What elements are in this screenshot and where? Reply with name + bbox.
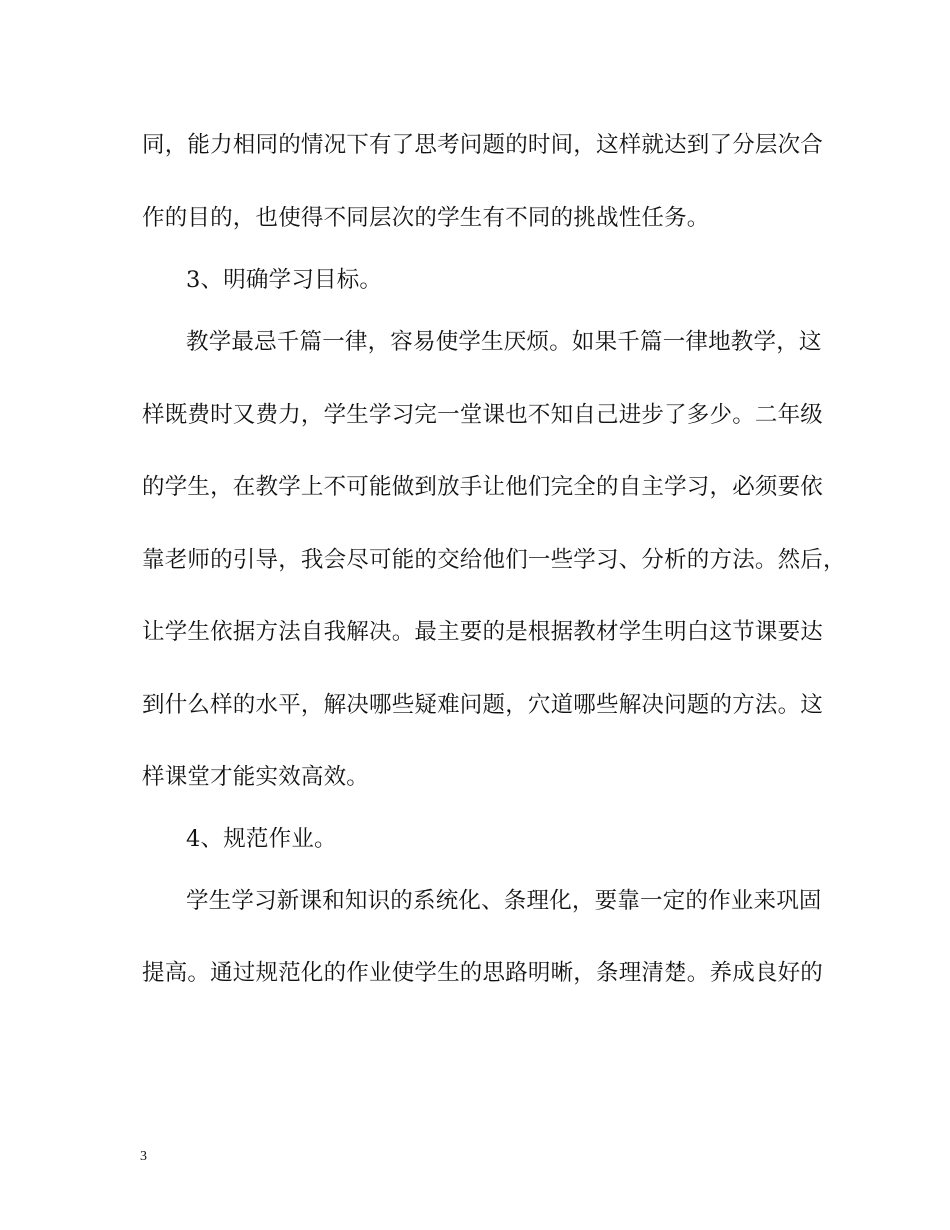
page-number: 3 — [140, 1149, 147, 1164]
body-text-line: 样既费时又费力，学生学习完一堂课也不知自己进步了多少。二年级 — [142, 402, 824, 428]
body-text-line: 到什么样的水平，解决哪些疑难问题，穴道哪些解决问题的方法。这 — [142, 692, 824, 718]
body-text-line: 的学生，在教学上不可能做到放手让他们完全的自主学习，必须要依 — [142, 474, 824, 500]
body-text-line: 让学生依据方法自我解决。最主要的是根据教材学生明白这节课要达 — [142, 619, 824, 645]
body-text-line: 靠老师的引导，我会尽可能的交给他们一些学习、分析的方法。然后， — [142, 547, 846, 573]
body-text-line: 样课堂才能实效高效。 — [142, 764, 370, 790]
paragraph-first-line: 学生学习新课和知识的系统化、条理化，要靠一定的作业来巩固 — [186, 888, 822, 914]
body-text-line: 同，能力相同的情况下有了思考问题的时间，这样就达到了分层次合 — [142, 132, 824, 158]
body-text-line: 提高。通过规范化的作业使学生的思路明晰，条理清楚。养成良好的 — [142, 960, 824, 986]
section-heading: 4、规范作业。 — [186, 826, 337, 852]
paragraph-first-line: 教学最忌千篇一律，容易使学生厌烦。如果千篇一律地教学，这 — [186, 329, 822, 355]
body-text-line: 作的目的，也使得不同层次的学生有不同的挑战性任务。 — [142, 205, 710, 231]
section-heading: 3、明确学习目标。 — [186, 267, 383, 293]
